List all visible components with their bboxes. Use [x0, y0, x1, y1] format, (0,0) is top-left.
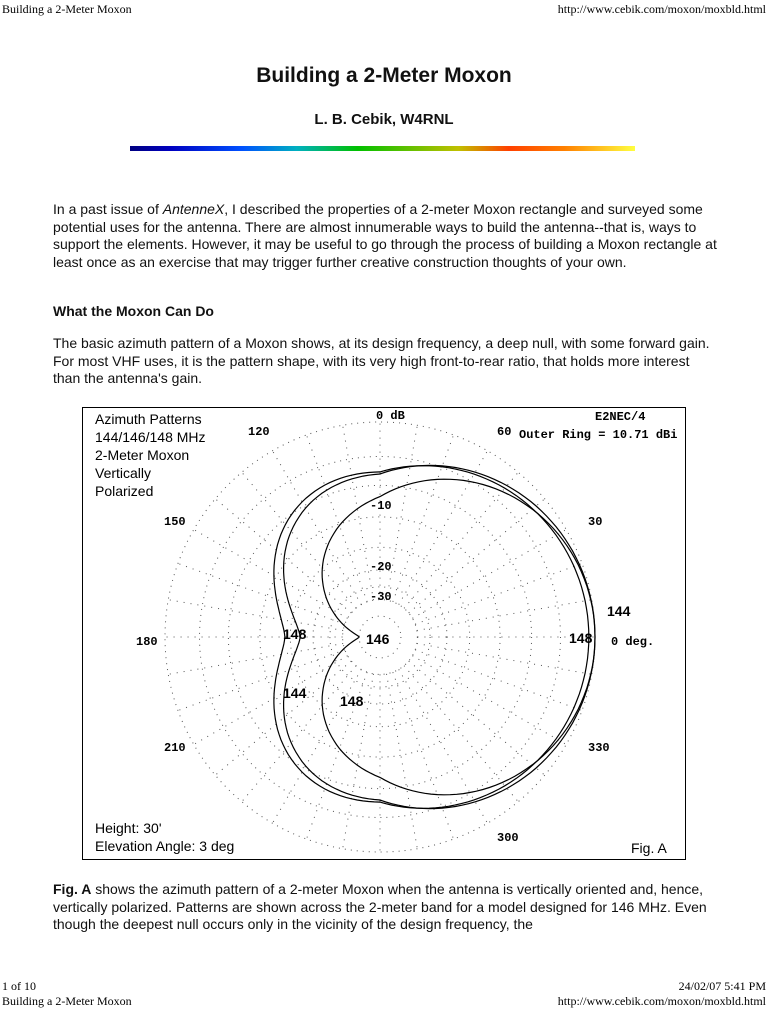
angle-label-180: 180 — [136, 635, 158, 649]
rainbow-divider — [130, 146, 635, 151]
grid-spoke-220 — [215, 661, 351, 775]
grid-spoke-170 — [168, 600, 343, 631]
grid-spoke-280 — [387, 674, 418, 849]
grid-spoke-100 — [343, 425, 374, 600]
author-line: L. B. Cebik, W4RNL — [314, 111, 454, 128]
grid-spoke-160 — [178, 563, 345, 624]
angle-label-330: 330 — [588, 741, 610, 755]
curve-label-148-bottom: 148 — [340, 693, 364, 709]
curve-label-148-left: 148 — [283, 626, 307, 642]
fig-a-lead: Fig. A — [53, 881, 92, 897]
ring-label-minus-10: -10 — [370, 499, 392, 513]
intro-text-start: In a past issue of — [53, 201, 163, 217]
angle-label-0: 0 deg. — [611, 635, 655, 649]
intro-paragraph — [53, 201, 718, 271]
fig-a-label: Fig. A — [631, 840, 667, 856]
figure-title-line-5: Polarized — [95, 483, 154, 499]
browser-url-footer[interactable]: http://www.cebik.com/moxon/moxbld.html — [557, 994, 766, 1008]
caption-text: shows the azimuth pattern of a 2-meter Moxon when the antenna is vertically oriented and, hence, vertically polarized. Patterns are shown across the 2-meter band for a model designed for 146 MHz. Even though the deepest null occurs only in the vicinity of the design frequency, the — [53, 881, 707, 932]
elevation-label: Elevation Angle: 3 deg — [95, 838, 235, 854]
grid-spoke-70 — [393, 435, 454, 602]
section-heading: What the Moxon Can Do — [53, 303, 214, 319]
grid-spoke-120 — [273, 451, 362, 605]
ring-label-minus-20: -20 — [370, 560, 392, 574]
figure-caption-paragraph — [53, 881, 718, 934]
ring-label-0db: 0 dB — [376, 409, 405, 423]
grid-spoke-330 — [412, 656, 566, 745]
pattern-curve-146 — [322, 479, 595, 795]
figure-title-line-4: Vertically — [95, 465, 152, 481]
intro-text-rest: , I described the properties of a 2-meter Moxon rectangle and surveyed some potential uses for the antenna. There are almost innumerable ways to build the antenna--that is, ways to support the elements. However, it may be useful to go through the process of building a Moxon rectangle at least once as an exercise that may trigger further creative construction thoughts of your own. — [53, 201, 717, 270]
curve-label-144-right: 144 — [607, 603, 631, 619]
browser-title-header: Building a 2-Meter Moxon — [2, 2, 132, 16]
antennex-emphasis: AntenneX — [162, 201, 225, 217]
page-title: Building a 2-Meter Moxon — [256, 64, 512, 87]
grid-spoke-20 — [415, 563, 582, 624]
datetime-footer: 24/02/07 5:41 PM — [678, 979, 766, 993]
ring-label-minus-30: -30 — [370, 590, 392, 604]
figure-title-line-3: 2-Meter Moxon — [95, 447, 190, 463]
grid-spoke-290 — [393, 672, 454, 839]
grid-spoke-310 — [404, 666, 518, 802]
grid-spoke-40 — [409, 499, 545, 613]
browser-url-header[interactable]: http://www.cebik.com/moxon/moxbld.html — [557, 2, 766, 16]
grid-spoke-340 — [415, 650, 582, 711]
angle-label-210: 210 — [164, 741, 186, 755]
grid-spoke-10 — [417, 600, 592, 631]
page-count-footer: 1 of 10 — [2, 979, 36, 993]
grid-spoke-140 — [215, 499, 351, 613]
grid-spoke-30 — [412, 530, 566, 619]
grid-spoke-320 — [409, 661, 545, 775]
grid-spoke-200 — [178, 650, 345, 711]
angle-label-150: 150 — [164, 515, 186, 529]
figure-title-line-1: Azimuth Patterns — [95, 411, 202, 427]
height-label: Height: 30' — [95, 820, 162, 836]
angle-label-120: 120 — [248, 425, 270, 439]
grid-spoke-350 — [417, 644, 592, 675]
grid-spoke-110 — [306, 435, 367, 602]
grid-spoke-50 — [404, 472, 518, 608]
curve-label-144-bottom: 144 — [283, 685, 307, 701]
curve-label-146: 146 — [366, 631, 390, 647]
angle-label-30: 30 — [588, 515, 603, 529]
pattern-paragraph: The basic azimuth pattern of a Moxon shows, at its design frequency, a deep null, with some forward gain. For most VHF uses, it is the pattern shape, with its very high front-to-rear ratio, that holds more interest than the antenna's gain. — [53, 335, 710, 386]
browser-title-footer: Building a 2-Meter Moxon — [2, 994, 132, 1008]
grid-spoke-130 — [242, 472, 356, 608]
angle-label-60: 60 — [497, 425, 512, 439]
outer-ring-label: Outer Ring = 10.71 dBi — [519, 428, 678, 442]
software-label: E2NEC/4 — [595, 410, 646, 424]
angle-label-300: 300 — [497, 831, 519, 845]
grid-spoke-150 — [194, 530, 348, 619]
grid-spoke-210 — [194, 656, 348, 745]
azimuth-pattern-figure — [82, 407, 686, 860]
curve-label-148-right: 148 — [569, 630, 593, 646]
figure-title-line-2: 144/146/148 MHz — [95, 429, 206, 445]
grid-spoke-190 — [168, 644, 343, 675]
